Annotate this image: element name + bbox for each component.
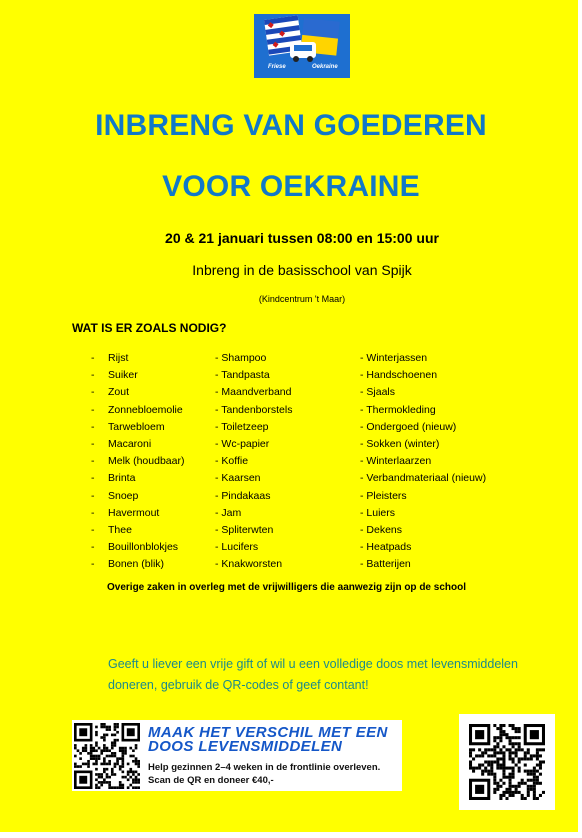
list-item bbox=[91, 453, 184, 470]
title-line-2: VOOR OEKRAINE bbox=[162, 170, 420, 203]
list-item-label: - Pindakaas bbox=[215, 489, 271, 502]
items-column-hygiene bbox=[215, 350, 292, 573]
donation-card[interactable] bbox=[72, 720, 402, 791]
list-item bbox=[360, 350, 486, 367]
list-item-label: - Shampoo bbox=[215, 352, 267, 364]
gift-text: Geeft u liever een vrije gift of wil u een volledige doos met levensmiddelen doneren, gebruik de QR-codes of geef contant! bbox=[108, 657, 518, 692]
bullet-dash: - bbox=[91, 558, 95, 571]
list-item bbox=[91, 470, 184, 487]
list-item-label: - Pleisters bbox=[360, 489, 407, 502]
list-item-label: Melk (houdbaar) bbox=[108, 455, 185, 468]
list-item bbox=[360, 539, 486, 556]
list-item-label: - Knakworsten bbox=[215, 558, 283, 571]
title-line-1: INBRENG VAN GOEDEREN bbox=[95, 109, 487, 142]
list-item bbox=[91, 419, 184, 436]
list-item-label: Bonen (blik) bbox=[108, 558, 165, 571]
bullet-dash: - bbox=[91, 352, 95, 364]
list-item bbox=[215, 453, 292, 470]
list-item bbox=[91, 539, 184, 556]
bullet-dash: - bbox=[91, 437, 95, 450]
list-item-label: - Thermokleding bbox=[360, 403, 436, 416]
card-line-1: Help gezinnen 2–4 weken in de frontlinie overleven. bbox=[148, 762, 381, 773]
list-item bbox=[360, 367, 486, 384]
qr-code-icon bbox=[74, 723, 140, 789]
list-item bbox=[360, 522, 486, 539]
list-item-label: - Maandverband bbox=[215, 386, 292, 399]
needed-heading: WAT IS ER ZOALS NODIG? bbox=[72, 321, 227, 335]
qr-code-left[interactable] bbox=[74, 723, 140, 789]
list-item-label: - Handschoenen bbox=[360, 369, 438, 382]
list-item-label: Brinta bbox=[108, 472, 136, 485]
list-item-label: Havermout bbox=[108, 506, 160, 519]
bullet-dash: - bbox=[91, 472, 95, 485]
list-item-label: Rijst bbox=[108, 352, 129, 364]
list-item-label: - Lucifers bbox=[215, 541, 259, 554]
bullet-dash: - bbox=[91, 506, 95, 519]
list-item bbox=[91, 367, 184, 384]
list-item-label: - Winterlaarzen bbox=[360, 455, 432, 468]
logo-text-right: Oekraine bbox=[312, 64, 338, 70]
list-item bbox=[215, 419, 292, 436]
list-item-label: - Sjaals bbox=[360, 386, 396, 399]
items-column-food bbox=[91, 350, 184, 573]
list-item bbox=[360, 470, 486, 487]
list-item-label: - Ondergoed (nieuw) bbox=[360, 420, 457, 433]
qr-code-right[interactable] bbox=[469, 724, 545, 800]
list-item bbox=[91, 488, 184, 505]
list-item bbox=[215, 505, 292, 522]
bullet-dash: - bbox=[91, 541, 95, 554]
list-item bbox=[360, 556, 486, 573]
event-date: 20 & 21 januari tussen 08:00 en 15:00 uur bbox=[165, 230, 439, 246]
list-item bbox=[215, 367, 292, 384]
bullet-dash: - bbox=[91, 386, 95, 399]
list-item-label: - Wc-papier bbox=[215, 437, 270, 450]
list-item-label: - Batterijen bbox=[360, 558, 411, 571]
list-item-label: - Winterjassen bbox=[360, 352, 428, 364]
bullet-dash: - bbox=[91, 403, 95, 416]
list-item-label: Zonnebloemolie bbox=[108, 403, 183, 416]
qr-code-icon bbox=[469, 724, 545, 800]
list-item-label: Tarwebloem bbox=[108, 420, 165, 433]
list-item bbox=[215, 522, 292, 539]
list-item bbox=[360, 419, 486, 436]
event-location: Inbreng in de basisschool van Spijk bbox=[192, 262, 412, 278]
list-item-label: Zout bbox=[108, 386, 130, 399]
list-item-label: - Toiletzeep bbox=[215, 420, 269, 433]
bullet-dash: - bbox=[91, 420, 95, 433]
list-item-label: Snoep bbox=[108, 489, 139, 502]
list-item-label: - Tandenborstels bbox=[215, 403, 293, 416]
logo-text-left: Friese bbox=[268, 64, 286, 70]
list-item bbox=[215, 470, 292, 487]
list-item bbox=[360, 384, 486, 401]
list-item bbox=[215, 402, 292, 419]
list-item bbox=[360, 436, 486, 453]
items-column-clothing bbox=[360, 350, 486, 573]
list-item bbox=[91, 350, 184, 367]
logo bbox=[254, 14, 350, 78]
qr-code-right-card[interactable] bbox=[459, 714, 555, 810]
list-item bbox=[91, 436, 184, 453]
list-item bbox=[91, 556, 184, 573]
list-item-label: - Luiers bbox=[360, 506, 396, 519]
card-headline: MAAK HET VERSCHIL MET EEN DOOS LEVENSMIDDELEN bbox=[148, 724, 388, 755]
bullet-dash: - bbox=[91, 489, 95, 502]
list-item-label: - Tandpasta bbox=[215, 369, 270, 382]
bullet-dash: - bbox=[91, 369, 95, 382]
list-item bbox=[360, 402, 486, 419]
list-item bbox=[360, 488, 486, 505]
bullet-dash: - bbox=[91, 523, 95, 536]
list-item bbox=[215, 350, 292, 367]
list-item-label: - Spliterwten bbox=[215, 523, 274, 536]
card-line-2: Scan de QR en doneer €40,- bbox=[148, 775, 274, 786]
list-item bbox=[215, 488, 292, 505]
list-item-label: - Heatpads bbox=[360, 541, 412, 554]
list-item bbox=[360, 453, 486, 470]
list-item bbox=[91, 402, 184, 419]
list-item bbox=[360, 505, 486, 522]
list-item bbox=[91, 384, 184, 401]
list-item-label: - Koffie bbox=[215, 455, 249, 468]
list-item-label: Bouillonblokjes bbox=[108, 541, 179, 554]
list-item-label: Suiker bbox=[108, 369, 138, 382]
list-item-label: - Jam bbox=[215, 506, 242, 519]
event-sublocation: (Kindcentrum 't Maar) bbox=[258, 294, 346, 304]
list-item bbox=[215, 556, 292, 573]
bullet-dash: - bbox=[91, 455, 95, 468]
list-item-label: - Kaarsen bbox=[215, 472, 261, 485]
list-item bbox=[91, 522, 184, 539]
list-item bbox=[215, 539, 292, 556]
list-item bbox=[91, 505, 184, 522]
other-items-note: Overige zaken in overleg met de vrijwilligers die aanwezig zijn op de school bbox=[107, 582, 466, 593]
list-item-label: Macaroni bbox=[108, 437, 152, 450]
list-item bbox=[215, 384, 292, 401]
list-item-label: - Verbandmateriaal (nieuw) bbox=[360, 472, 487, 485]
list-item bbox=[215, 436, 292, 453]
list-item-label: - Dekens bbox=[360, 523, 403, 536]
list-item-label: - Sokken (winter) bbox=[360, 437, 440, 450]
list-item-label: Thee bbox=[108, 523, 132, 536]
